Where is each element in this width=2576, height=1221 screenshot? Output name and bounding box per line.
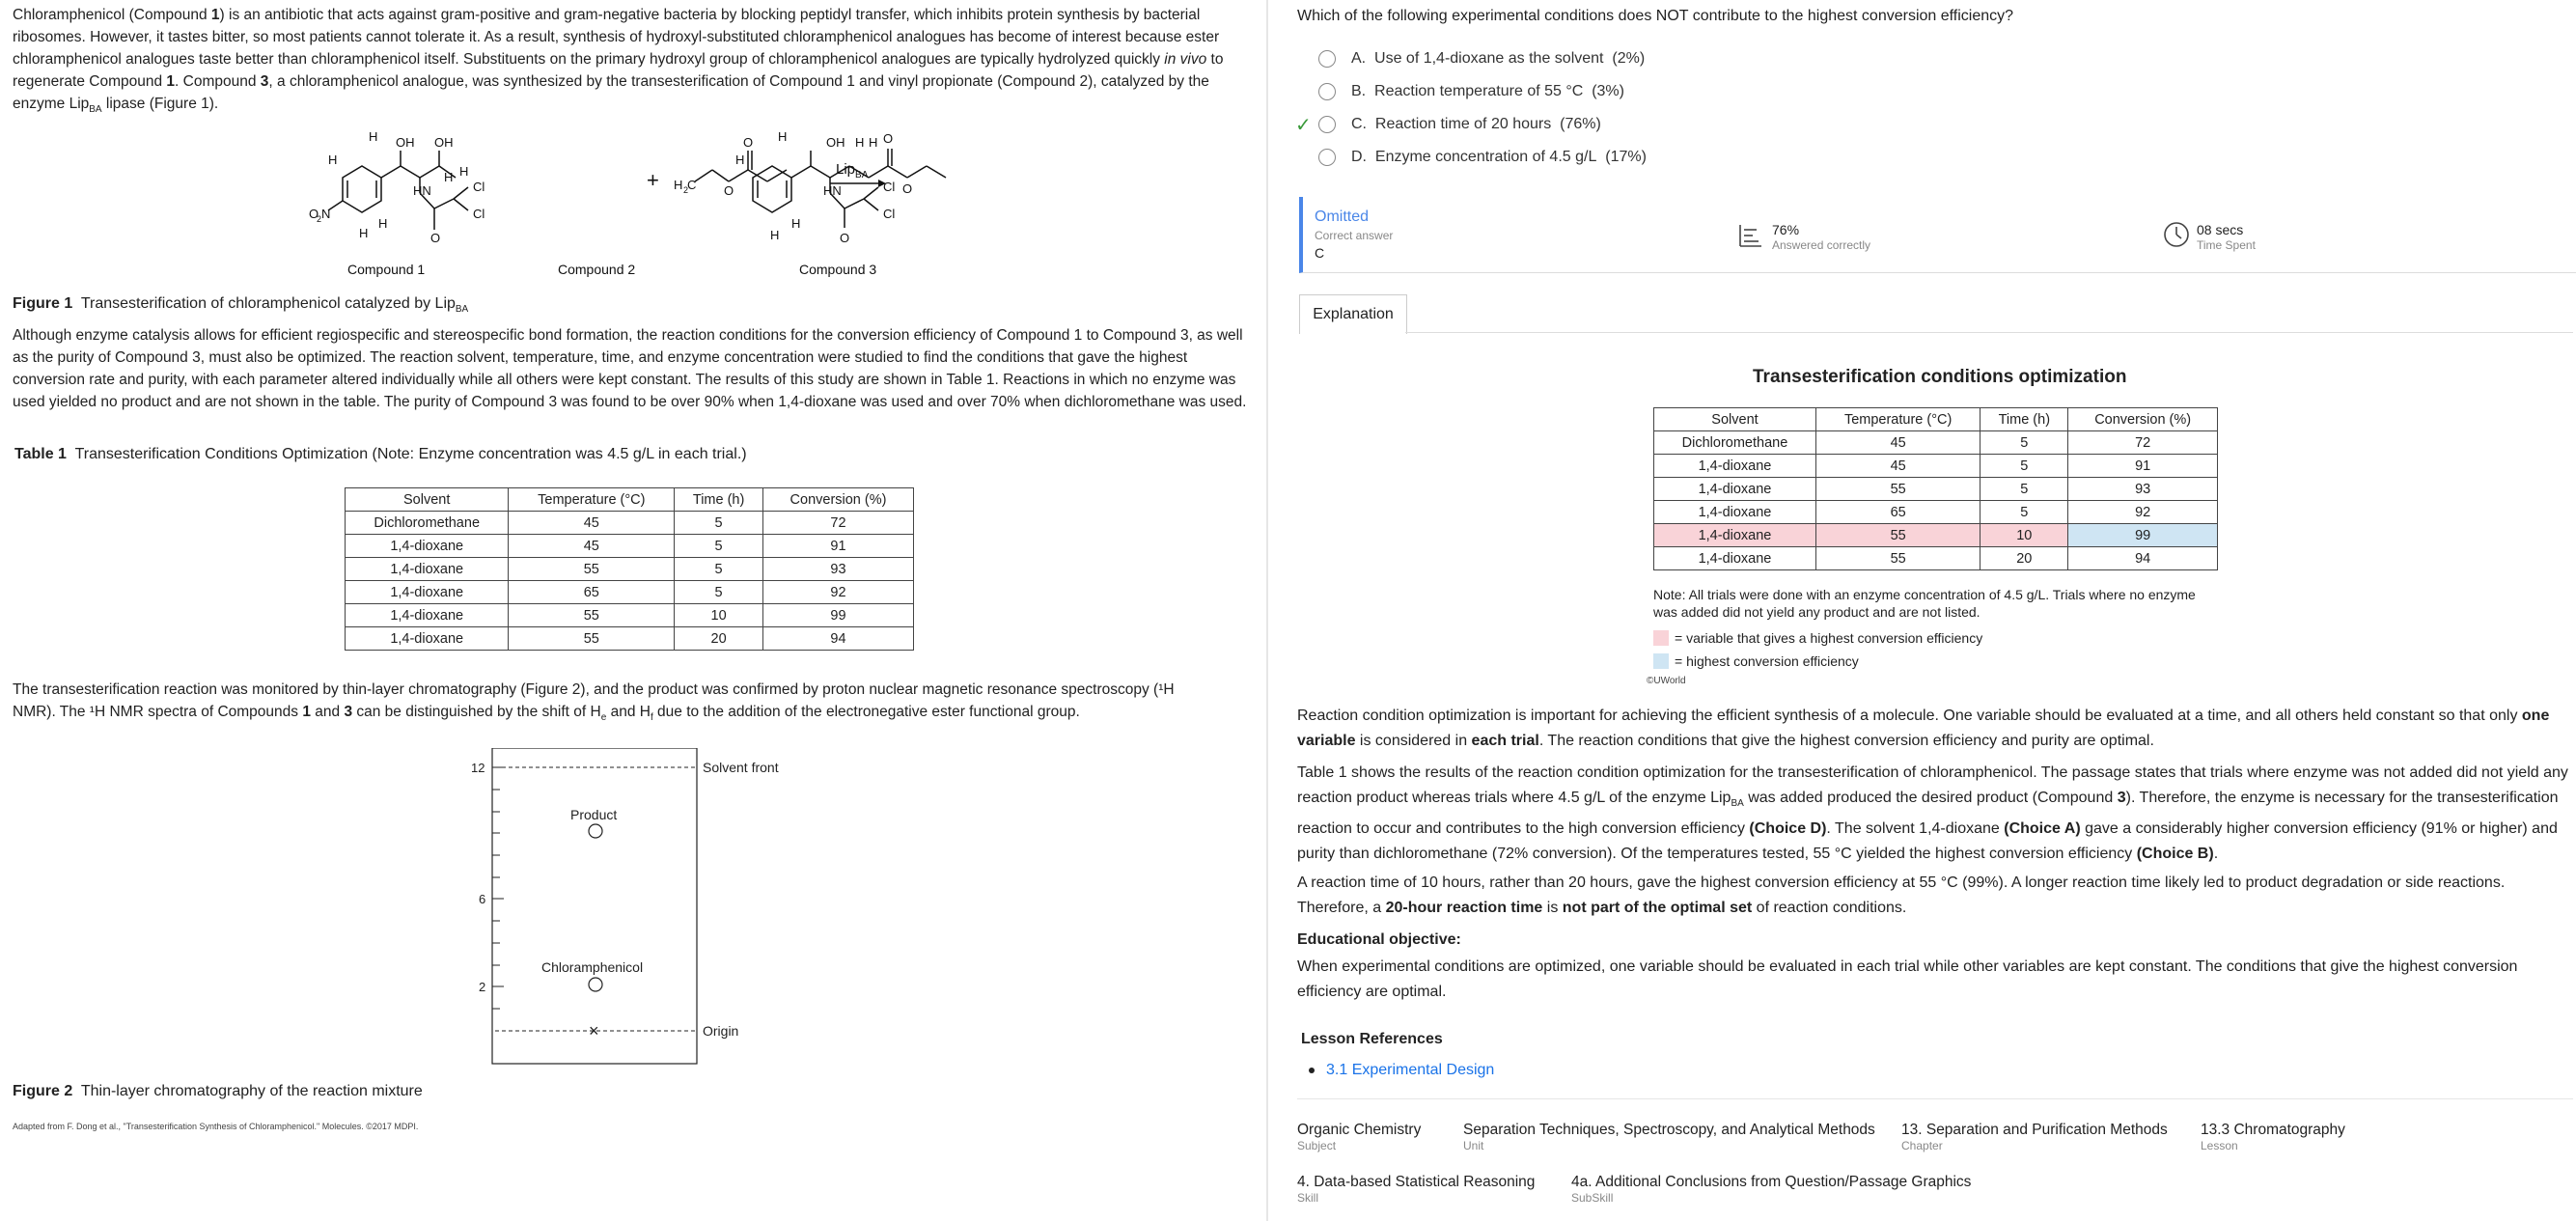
lesson-link[interactable]: 3.1 Experimental Design	[1326, 1062, 1495, 1078]
answer-stats-bar	[1299, 197, 2576, 273]
table-row	[346, 558, 914, 581]
citation: Adapted from F. Dong et al., "Transesterification Synthesis of Chloramphenicol." Molecules. ©2017 MDPI.	[13, 1122, 419, 1131]
lesson-reference-item	[1309, 1062, 1494, 1079]
table-cell: 94	[762, 627, 913, 651]
table-cell: 5	[675, 535, 763, 558]
explanation-table-title: Transesterification conditions optimization	[1753, 367, 2127, 387]
svg-text:H: H	[359, 226, 369, 240]
legend-blue-swatch	[1653, 653, 1669, 669]
radio-button[interactable]	[1318, 149, 1336, 166]
table-cell: 5	[1980, 478, 2068, 501]
answer-option-d[interactable]: D. Enzyme concentration of 4.5 g/L (17%)	[1318, 149, 1647, 166]
chloramphenicol-spot-label: Chloramphenicol	[541, 959, 644, 975]
svg-text:H: H	[459, 164, 469, 179]
table-row	[1654, 455, 2218, 478]
figure-2-caption: Figure 2 Thin-layer chromatography of the reaction mixture	[13, 1083, 423, 1099]
solvent-front-label: Solvent front	[703, 760, 779, 775]
table-header-cell: Solvent	[1654, 408, 1816, 431]
table-row	[1654, 431, 2218, 455]
table-cell: 5	[1980, 431, 2068, 455]
table-cell: 1,4-dioxane	[346, 581, 509, 604]
percent-correct-value: 76%	[1772, 222, 1800, 237]
svg-text:H: H	[735, 153, 745, 167]
svg-text:H: H	[369, 129, 378, 144]
svg-text:HN: HN	[413, 183, 431, 198]
svg-text:H: H	[674, 178, 683, 192]
table-row-highlight	[1654, 524, 2218, 547]
product-spot-label: Product	[570, 807, 618, 822]
table-cell: 1,4-dioxane	[1654, 478, 1816, 501]
table-cell-pink: 10	[1980, 524, 2068, 547]
svg-text:N: N	[321, 207, 331, 221]
svg-text:Cl: Cl	[473, 207, 485, 221]
meta-lesson: 13.3 Chromatography Lesson	[2201, 1122, 2345, 1152]
table-cell: 1,4-dioxane	[1654, 501, 1816, 524]
table-cell: Dichloromethane	[1654, 431, 1816, 455]
table-cell: 92	[762, 581, 913, 604]
table-cell: 45	[1815, 455, 1980, 478]
table-cell: 1,4-dioxane	[346, 535, 509, 558]
table-cell: 20	[1980, 547, 2068, 570]
origin-label: Origin	[703, 1023, 739, 1039]
compound-1-label: Compound 1	[347, 262, 426, 277]
correct-answer-value: C	[1315, 245, 1325, 261]
svg-text:Cl: Cl	[883, 207, 896, 221]
pane-divider[interactable]	[1266, 0, 1268, 1221]
bullet-icon	[1309, 1068, 1315, 1073]
table-cell-pink: 55	[1815, 524, 1980, 547]
legend-pink: = variable that gives a highest conversion efficiency	[1653, 630, 1982, 646]
table-header-cell: Conversion (%)	[2068, 408, 2218, 431]
tab-underline	[1405, 332, 2573, 333]
svg-text:O: O	[309, 207, 319, 221]
table-cell: 65	[1815, 501, 1980, 524]
plus-sign: +	[647, 168, 659, 192]
table-header-cell: Temperature (°C)	[1815, 408, 1980, 431]
table-header-row	[346, 488, 914, 512]
tick-label-2: 2	[479, 980, 486, 994]
table-cell: 55	[509, 604, 675, 627]
figure-1-caption: Figure 1 Transesterification of chloramphenicol catalyzed by Lip$_{BA}$	[13, 295, 469, 316]
table-header-cell: Time (h)	[675, 488, 763, 512]
svg-text:H: H	[791, 216, 801, 231]
enzyme-label: Lip$_{BA}$	[836, 161, 869, 180]
radio-button[interactable]	[1318, 50, 1336, 68]
compound-3-label: Compound 3	[799, 262, 877, 277]
tick-label-6: 6	[479, 892, 486, 906]
table-cell: 72	[762, 512, 913, 535]
table-cell: 5	[675, 558, 763, 581]
meta-subject: Organic Chemistry Subject	[1297, 1122, 1422, 1152]
table-1	[345, 487, 914, 651]
table-row	[1654, 501, 2218, 524]
tlc-plate-border	[492, 748, 697, 1064]
figure-2-tlc-plate	[463, 748, 811, 1067]
svg-text:O: O	[883, 131, 894, 146]
compound-1-atom-labels	[309, 129, 485, 245]
meta-skill: 4. Data-based Statistical Reasoning Skill	[1297, 1174, 1536, 1205]
time-spent-label: Time Spent	[2197, 238, 2256, 252]
svg-text:O: O	[743, 135, 754, 150]
table-cell: 93	[2068, 478, 2218, 501]
svg-text:H: H	[328, 153, 338, 167]
table-row	[1654, 547, 2218, 570]
legend-pink-swatch	[1653, 630, 1669, 646]
explanation-paragraph-2: Table 1 shows the results of the reaction condition optimization for the transesterification of chloramphenicol. The passage states that trials where enzyme was not added did not yield any reaction product whereas trials where 4.5 g/L of the enzyme Lip$_{BA}$ was added produced the desired product (Compound 3). Therefore, the enzyme is necessary for the transesterification reaction to occur and contributes to the high conversion efficiency (Choice D). The solvent 1,4-dioxane (Choice A) gave a considerably higher conversion efficiency (91% or higher) and purity than dichloromethane (72% conversion). Of the temperatures tested, 55 °C yielded the highest conversion efficiency (Choice B).	[1297, 764, 2568, 863]
svg-text:O: O	[902, 181, 913, 196]
passage-paragraph-2: Although enzyme catalysis allows for efficient regiospecific and stereospecific bond formation, the reaction conditions for the conversion efficiency of Compound 1 to Compound 3, as well as the purity of Compound 3, must also be optimized. The reaction solvent, temperature, time, and enzyme concentration were studied to find the conditions that gave the highest conversion rate and purity, with each parameter altered individually while all others were kept constant. The results of this study are shown in Table 1. Reactions in which no enzyme was used yielded no product and are not shown in the table. The purity of Compound 3 was found to be over 90% when 1,4-dioxane was used and over 70% when dichloromethane was used.	[13, 327, 1247, 410]
meta-chapter: 13. Separation and Purification Methods Chapter	[1901, 1122, 2168, 1152]
explanation-paragraph-3: A reaction time of 10 hours, rather than 20 hours, gave the highest conversion efficiency at 55 °C (99%). A longer reaction time likely led to product degradation or side reactions. Therefore, a 20-hour reaction time is not part of the optimal set of reaction conditions.	[1297, 874, 2506, 916]
table-header-cell: Conversion (%)	[762, 488, 913, 512]
table-cell: 1,4-dioxane	[346, 558, 509, 581]
table-row	[346, 535, 914, 558]
svg-text:Cl: Cl	[883, 180, 896, 194]
explanation-paragraph-1: Reaction condition optimization is important for achieving the efficient synthesis of a molecule. One variable should be evaluated at a time, and all others held constant so that only one variable is considered in each trial. The reaction conditions that give the highest conversion efficiency and purity are optimal.	[1297, 708, 2550, 749]
legend-blue: = highest conversion efficiency	[1653, 653, 1859, 669]
svg-text:H: H	[770, 228, 780, 242]
table-cell: 1,4-dioxane	[346, 627, 509, 651]
table-cell: 55	[509, 558, 675, 581]
tlc-ruler	[492, 767, 504, 1009]
table-cell: 93	[762, 558, 913, 581]
table-header-cell: Solvent	[346, 488, 509, 512]
table-cell: 45	[1815, 431, 1980, 455]
table-cell: 55	[1815, 547, 1980, 570]
table-header-row	[1654, 408, 2218, 431]
correct-answer-label: Correct answer	[1315, 229, 1394, 242]
table-cell: 45	[509, 512, 675, 535]
meta-unit: Separation Techniques, Spectroscopy, and Analytical Methods Unit	[1463, 1122, 1875, 1152]
tick-label-12: 12	[471, 761, 485, 775]
time-spent-value: 08 secs	[2197, 222, 2244, 237]
table-header-cell: Time (h)	[1980, 408, 2068, 431]
svg-text:OH: OH	[434, 135, 454, 150]
table-cell: 91	[762, 535, 913, 558]
table-cell: 5	[675, 581, 763, 604]
tab-explanation[interactable]: Explanation	[1299, 294, 1407, 334]
table-1-caption: Table 1 Transesterification Conditions Optimization (Note: Enzyme concentration was 4.5 g/L in each trial.)	[14, 446, 747, 462]
radio-button[interactable]	[1318, 83, 1336, 100]
svg-text:H: H	[444, 170, 454, 184]
table-row	[1654, 478, 2218, 501]
table-row	[346, 627, 914, 651]
answer-option-c[interactable]: C. Reaction time of 20 hours (76%)	[1318, 116, 1601, 133]
product-spot	[589, 824, 602, 838]
origin-spot-mark: ×	[589, 1021, 599, 1041]
svg-text:H: H	[378, 216, 388, 231]
table-cell: 55	[509, 627, 675, 651]
table-row	[346, 512, 914, 535]
meta-subskill: 4a. Additional Conclusions from Question/Passage Graphics SubSkill	[1571, 1174, 1972, 1205]
passage-pane	[0, 0, 1266, 1221]
explanation-table-note: Note: All trials were done with an enzyme concentration of 4.5 g/L. Trials where no enzyme was added did not yield any product and are not listed.	[1653, 587, 2196, 620]
table-cell: Dichloromethane	[346, 512, 509, 535]
svg-text:Cl: Cl	[473, 180, 485, 194]
educational-objective-text: When experimental conditions are optimized, one variable should be evaluated in each trial while other variables are kept constant. The conditions that give the highest conversion efficiency are optimal.	[1297, 958, 2518, 1000]
percent-correct-label: Answered correctly	[1772, 238, 1871, 252]
table-cell: 20	[675, 627, 763, 651]
table-cell: 45	[509, 535, 675, 558]
table-header-cell: Temperature (°C)	[509, 488, 675, 512]
svg-text:OH: OH	[826, 135, 845, 150]
bar-chart-icon	[1737, 222, 1764, 249]
lesson-references-title: Lesson References	[1301, 1031, 1443, 1047]
svg-text:HN: HN	[823, 183, 842, 198]
chloramphenicol-spot	[589, 978, 602, 991]
table-cell: 10	[675, 604, 763, 627]
table-cell: 94	[2068, 547, 2218, 570]
table-cell-pink: 1,4-dioxane	[1654, 524, 1816, 547]
table-row	[346, 581, 914, 604]
table-cell: 55	[1815, 478, 1980, 501]
svg-text:H: H	[855, 135, 865, 150]
table-cell-blue: 99	[2068, 524, 2218, 547]
table-cell: 65	[509, 581, 675, 604]
status-omitted: Omitted	[1315, 208, 1370, 225]
svg-text:O: O	[430, 231, 441, 245]
question-pane	[1280, 0, 2576, 1221]
passage-paragraph-3: The transesterification reaction was monitored by thin-layer chromatography (Figure 2), and the product was confirmed by proton nuclear magnetic resonance spectroscopy (¹H NMR). The ¹H NMR spectra of Compounds 1 and 3 can be distinguished by the shift of $H_e$ and $H_f$ due to the addition of the electronegative ester functional group.	[13, 681, 1175, 724]
table-cell: 5	[675, 512, 763, 535]
table-row	[346, 604, 914, 627]
table-cell: 91	[2068, 455, 2218, 478]
table-cell: 5	[1980, 501, 2068, 524]
compound-3-structure	[714, 122, 984, 252]
question-stem: Which of the following experimental conditions does NOT contribute to the highest conversion efficiency?	[1297, 8, 2014, 24]
separator	[1297, 1098, 2573, 1099]
explanation-table	[1653, 407, 2218, 570]
radio-button[interactable]	[1318, 116, 1336, 133]
table-cell: 5	[1980, 455, 2068, 478]
table-cell: 1,4-dioxane	[346, 604, 509, 627]
svg-text:H: H	[869, 135, 878, 150]
uworld-copyright: ©UWorld	[1647, 676, 1686, 686]
answer-option-a[interactable]: A. Use of 1,4-dioxane as the solvent (2%)	[1318, 50, 1645, 68]
passage-intro: Chloramphenicol (Compound 1) is an antibiotic that acts against gram-positive and gram-negative bacteria by blocking peptidyl transfer, which inhibits protein synthesis by bacterial ribosomes. However, it tastes bitter, so most patients cannot tolerate it. As a result, synthesis of hydroxyl-substituted chloramphenicol analogues has become of interest because ester chloramphenicol analogues taste better than chloramphenicol itself. Substituents on the primary hydroxyl group of chloramphenicol analogues are typically hydrolyzed quickly in vivo to regenerate Compound 1. Compound 3, a chloramphenicol analogue, was synthesized by the transesterification of Compound 1 and vinyl propionate (Compound 2), catalyzed by the enzyme Lip$_{BA}$ lipase (Figure 1).	[13, 7, 1224, 116]
svg-text:O: O	[840, 231, 850, 245]
answer-option-b[interactable]: B. Reaction temperature of 55 °C (3%)	[1318, 83, 1624, 100]
svg-text:OH: OH	[396, 135, 415, 150]
correct-check-icon: ✓	[1295, 115, 1312, 136]
compound-2-label: Compound 2	[558, 262, 636, 277]
table-cell: 99	[762, 604, 913, 627]
svg-text:H: H	[778, 129, 788, 144]
svg-text:O: O	[724, 183, 734, 198]
compound-1-structure	[328, 151, 468, 230]
svg-text:2: 2	[317, 214, 322, 224]
table-cell: 92	[2068, 501, 2218, 524]
table-cell: 1,4-dioxane	[1654, 547, 1816, 570]
clock-icon	[2162, 220, 2191, 249]
educational-objective-title: Educational objective:	[1297, 931, 1461, 948]
svg-text:C: C	[687, 178, 697, 192]
svg-text:2: 2	[683, 185, 689, 195]
table-cell: 72	[2068, 431, 2218, 455]
table-cell: 1,4-dioxane	[1654, 455, 1816, 478]
